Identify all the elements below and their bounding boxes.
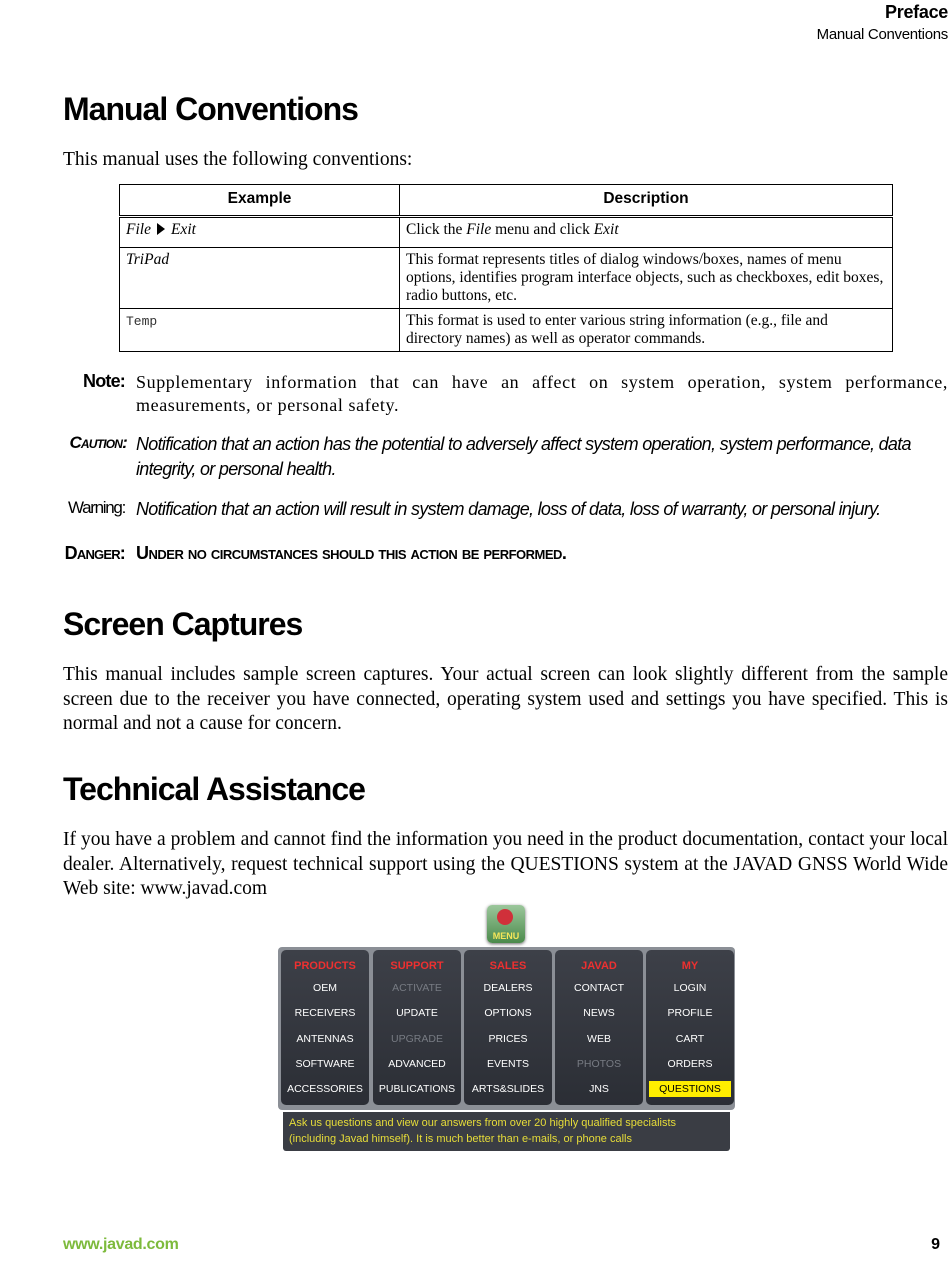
heading-technical-assistance: Technical Assistance	[63, 771, 365, 807]
menu-item-label: ORDERS	[667, 1057, 713, 1070]
table-header-description: Description	[400, 185, 893, 217]
menu-item-contact[interactable]	[555, 976, 643, 1001]
conventions-table	[119, 184, 893, 352]
menu-item-label: PRICES	[488, 1032, 528, 1045]
menu-icon-label: MENU	[492, 931, 520, 941]
example-exit: Exit	[170, 221, 196, 238]
menu-item-web[interactable]	[555, 1027, 643, 1052]
menu-item-label: PHOTOS	[576, 1057, 622, 1070]
note-text: Supplementary information that can have an affect on system operation, system performance, measurements, or personal safety.	[136, 372, 948, 415]
menu-item-label: LOGIN	[673, 982, 707, 994]
technical-assistance-text: If you have a problem and cannot find the information you need in the product documentation, contact your local dealer. Alternatively, request technical support using the QUESTIONS system at the JAVAD GNSS World Wide Web site: www.javad.com	[63, 829, 948, 899]
table-row	[120, 248, 893, 309]
menu-item-label: UPGRADE	[391, 1032, 443, 1045]
caution-label: Caution:	[69, 433, 127, 452]
menu-item-dealers[interactable]	[464, 976, 552, 1001]
menu-arrow-icon	[157, 223, 165, 235]
menu-item-label: DEALERS	[483, 982, 533, 994]
menu-item-label: ANTENNAS	[296, 1032, 354, 1045]
menu-item-label: ACCESSORIES	[287, 1083, 363, 1096]
caution-text: Notification that an action has the potential to adversely affect system operation, system performance, data integrity, or personal health.	[136, 434, 911, 479]
menu-item-receivers[interactable]	[281, 1001, 369, 1026]
menu-item-profile[interactable]	[646, 1001, 734, 1026]
table-cell-description	[400, 217, 893, 248]
table-row	[120, 309, 893, 352]
menu-glyph-icon	[497, 909, 513, 925]
tooltip-line: (including Javad himself). It is much better than e-mails, or phone calls	[289, 1133, 632, 1145]
desc-text: menu and click	[491, 221, 594, 238]
desc-text: Click the	[406, 221, 467, 238]
menu-item-software[interactable]	[281, 1052, 369, 1077]
table-header-row	[120, 185, 893, 217]
table-cell-example	[120, 248, 400, 309]
desc-em-file: File	[466, 221, 492, 238]
menu-item-label: EVENTS	[486, 1057, 529, 1070]
menu-panel	[278, 947, 735, 1110]
menu-item-label: WEB	[587, 1032, 611, 1045]
example-file: File	[126, 221, 151, 238]
conventions-intro: This manual uses the following conventions:	[63, 149, 413, 170]
menu-item-upgrade[interactable]	[373, 1027, 461, 1052]
menu-item-label: SOFTWARE	[295, 1057, 355, 1070]
menu-item-photos[interactable]	[555, 1052, 643, 1077]
table-header-example: Example	[120, 185, 400, 217]
menu-column-header[interactable]: MY	[681, 960, 699, 972]
menu-item-accessories[interactable]	[281, 1077, 369, 1102]
table-cell-example	[120, 217, 400, 248]
table-cell-description: This format represents titles of dialog windows/boxes, names of menu options, identifies program interface objects, such as checkboxes, edit boxes, radio buttons, etc.	[400, 248, 893, 309]
menu-column-javad	[555, 950, 643, 1105]
menu-item-label: PUBLICATIONS	[378, 1083, 456, 1096]
table-cell-example	[120, 309, 400, 352]
warning-text: Notification that an action will result in system damage, loss of data, loss of warranty, or personal injury.	[136, 499, 881, 519]
menu-item-label: CART	[675, 1032, 705, 1045]
example-tripad: TriPad	[126, 251, 170, 268]
desc-em-exit: Exit	[593, 221, 619, 238]
menu-item-label: RECEIVERS	[294, 1007, 356, 1020]
menu-tooltip	[283, 1112, 730, 1151]
menu-item-label: JNS	[589, 1083, 609, 1096]
menu-column-header[interactable]: SALES	[489, 960, 527, 972]
note-label: Note:	[83, 371, 125, 391]
menu-item-questions[interactable]	[646, 1077, 734, 1102]
menu-column-support	[373, 950, 461, 1105]
menu-column-header[interactable]: PRODUCTS	[294, 960, 356, 972]
menu-item-login[interactable]	[646, 976, 734, 1001]
footer-url[interactable]: www.javad.com	[63, 1236, 179, 1253]
menu-item-orders[interactable]	[646, 1052, 734, 1077]
menu-item-update[interactable]	[373, 1001, 461, 1026]
menu-icon[interactable]	[487, 905, 525, 943]
screen-captures-text: This manual includes sample screen captures. Your actual screen can look slightly different from the sample screen due to the receiver you have connected, operating system used and settings you have specified. This is normal and not a cause for concern.	[63, 664, 948, 734]
menu-item-label: ACTIVATE	[392, 982, 442, 994]
menu-item-publications[interactable]	[373, 1077, 461, 1102]
menu-item-arts-slides[interactable]	[464, 1077, 552, 1102]
menu-item-cart[interactable]	[646, 1027, 734, 1052]
menu-item-jns[interactable]	[555, 1077, 643, 1102]
menu-item-activate[interactable]	[373, 976, 461, 1001]
menu-column-header[interactable]: SUPPORT	[390, 960, 444, 972]
running-header-section: Manual Conventions	[816, 26, 948, 43]
tooltip-line: Ask us questions and view our answers from over 20 highly qualified specialists	[289, 1117, 677, 1129]
menu-item-label: OEM	[313, 982, 337, 994]
danger-label: Danger:	[64, 543, 125, 563]
menu-item-label: CONTACT	[574, 982, 624, 994]
heading-screen-captures: Screen Captures	[63, 606, 303, 642]
menu-item-prices[interactable]	[464, 1027, 552, 1052]
danger-text: Under no circumstances should this action be performed.	[136, 543, 567, 563]
menu-item-options[interactable]	[464, 1001, 552, 1026]
menu-item-advanced[interactable]	[373, 1052, 461, 1077]
menu-item-label: QUESTIONS	[649, 1081, 731, 1097]
running-header-chapter: Preface	[885, 2, 948, 22]
menu-item-antennas[interactable]	[281, 1027, 369, 1052]
table-row	[120, 217, 893, 248]
menu-item-label: PROFILE	[667, 1007, 713, 1020]
menu-column-my	[646, 950, 734, 1105]
menu-item-label: NEWS	[583, 1007, 615, 1020]
menu-item-label: UPDATE	[396, 1007, 438, 1020]
menu-item-oem[interactable]	[281, 976, 369, 1001]
page-number: 9	[931, 1236, 940, 1253]
table-cell-description: This format is used to enter various string information (e.g., file and directory names) as well as operator commands.	[400, 309, 893, 352]
menu-item-news[interactable]	[555, 1001, 643, 1026]
menu-column-products	[281, 950, 369, 1105]
heading-manual-conventions: Manual Conventions	[63, 91, 358, 127]
menu-item-label: ARTS&SLIDES	[471, 1083, 545, 1096]
menu-column-sales	[464, 950, 552, 1105]
warning-label: Warning:	[68, 498, 125, 517]
example-temp: Temp	[126, 314, 158, 329]
menu-item-events[interactable]	[464, 1052, 552, 1077]
menu-item-label: ADVANCED	[388, 1057, 446, 1070]
menu-column-header[interactable]: JAVAD	[581, 960, 617, 972]
menu-item-label: OPTIONS	[484, 1007, 532, 1020]
